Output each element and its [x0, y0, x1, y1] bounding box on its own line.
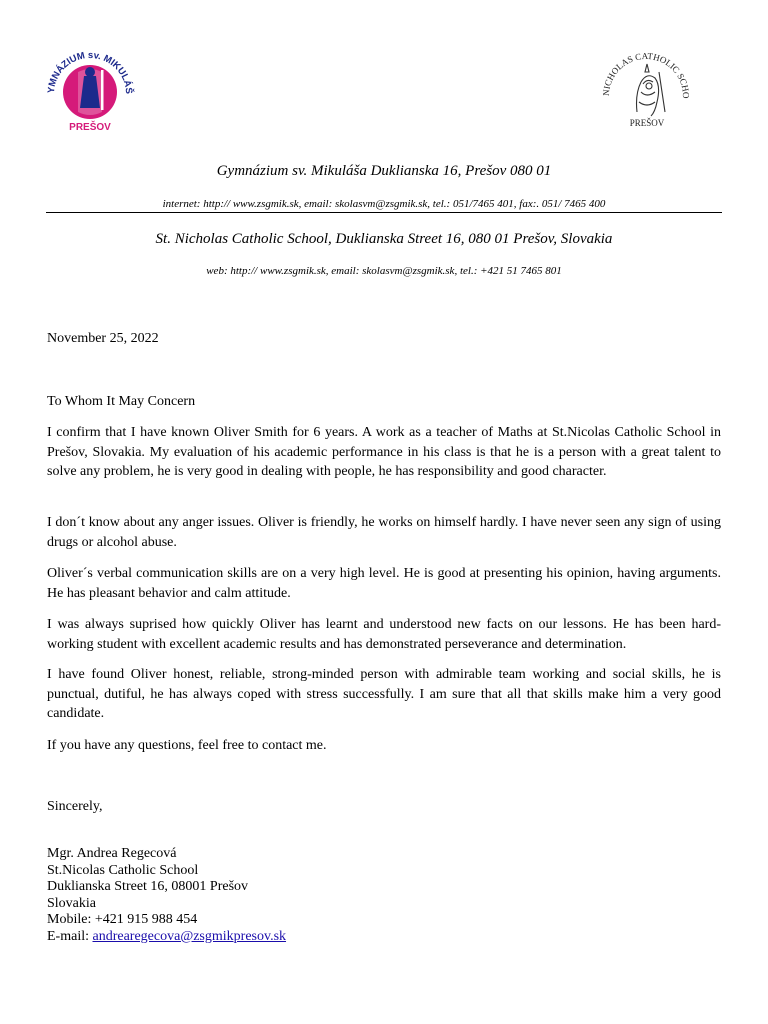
signature-email-label: E-mail: — [47, 928, 93, 944]
header-address-sk: Gymnázium sv. Mikuláša Duklianska 16, Prešov 080 01 — [216, 163, 552, 179]
signature-mobile: Mobile: +421 915 988 454 — [47, 912, 198, 927]
right-logo-top-text: NICHOLAS CATHOLIC SCHO — [600, 50, 692, 99]
header-address-en: St. Nicholas Catholic School, Duklianska Street 16, 080 01 Prešov, Slovakia — [155, 231, 613, 247]
left-logo-bottom-text: PREŠOV — [69, 122, 111, 133]
letter-paragraph: Oliver´s verbal communication skills are on a very high level. He is good at presenting his opinion, having arguments. He has pleasant behavior and calm attitude. — [47, 566, 721, 601]
svg-text:ST. NICHOLAS CATHOLIC SCHOOL — [597, 42, 691, 99]
letter-paragraph: I confirm that I have known Oliver Smith for 6 years. A work as a teacher of Maths at St.Nicolas Catholic School in Prešov, Slovakia. My evaluation of his academic performance in his class is that he is a person with a great talent to solve any problem, he is very good in dealing with people, he has responsibility and good character. — [47, 425, 721, 479]
letter-date: November 25, 2022 — [47, 331, 159, 346]
header-divider — [46, 212, 722, 213]
signature-block — [47, 846, 721, 945]
letter-closing: Sincerely, — [47, 799, 103, 814]
header-contacts-en: web: http:// www.zsgmik.sk, email: skolasvm@zsgmik.sk, tel.: +421 51 7465 801 — [206, 265, 562, 277]
letter-paragraph: I have found Oliver honest, reliable, strong-minded person with admirable team working and social skills, he is punctual, dutiful, he has always coped with stress successfully. I am sure that all that skills make him a very good candidate. — [47, 667, 721, 721]
signature-country: Slovakia — [47, 895, 96, 911]
email-link[interactable]: andrearegecova@zsgmikpresov.sk — [92, 928, 287, 944]
letter-paragraph: If you have any questions, feel free to contact me. — [47, 738, 327, 753]
st-nicholas-seal-icon — [597, 42, 695, 132]
right-logo-bottom-text: PREŠOV — [629, 118, 665, 128]
letter-paragraph: I don´t know about any anger issues. Oliver is friendly, he works on himself hardly. I have never seen any sign of using drugs or alcohol abuse. — [47, 515, 721, 550]
signature-name: Mgr. Andrea Regecová — [47, 846, 177, 861]
letter-greeting: To Whom It May Concern — [47, 394, 196, 409]
gymnazium-logo-icon — [44, 42, 136, 134]
letter-paragraph: I was always suprised how quickly Oliver has learnt and understood new facts on our lessons. He has been hard-working student with excellent academic results and has demonstrated perseverance and determination. — [47, 617, 721, 652]
left-logo-top-text: YMNÁZIUM sv. MIKULÁŠ — [45, 49, 135, 95]
signature-school: St.Nicolas Catholic School — [47, 862, 199, 878]
signature-email-row — [47, 929, 721, 946]
header-contacts-sk: internet: http:// www.zsgmik.sk, email: skolasvm@zsgmik.sk, tel.: 051/7465 401, fax:. 051/ 7465 400 — [162, 198, 606, 210]
signature-street: Duklianska Street 16, 08001 Prešov — [47, 879, 249, 894]
